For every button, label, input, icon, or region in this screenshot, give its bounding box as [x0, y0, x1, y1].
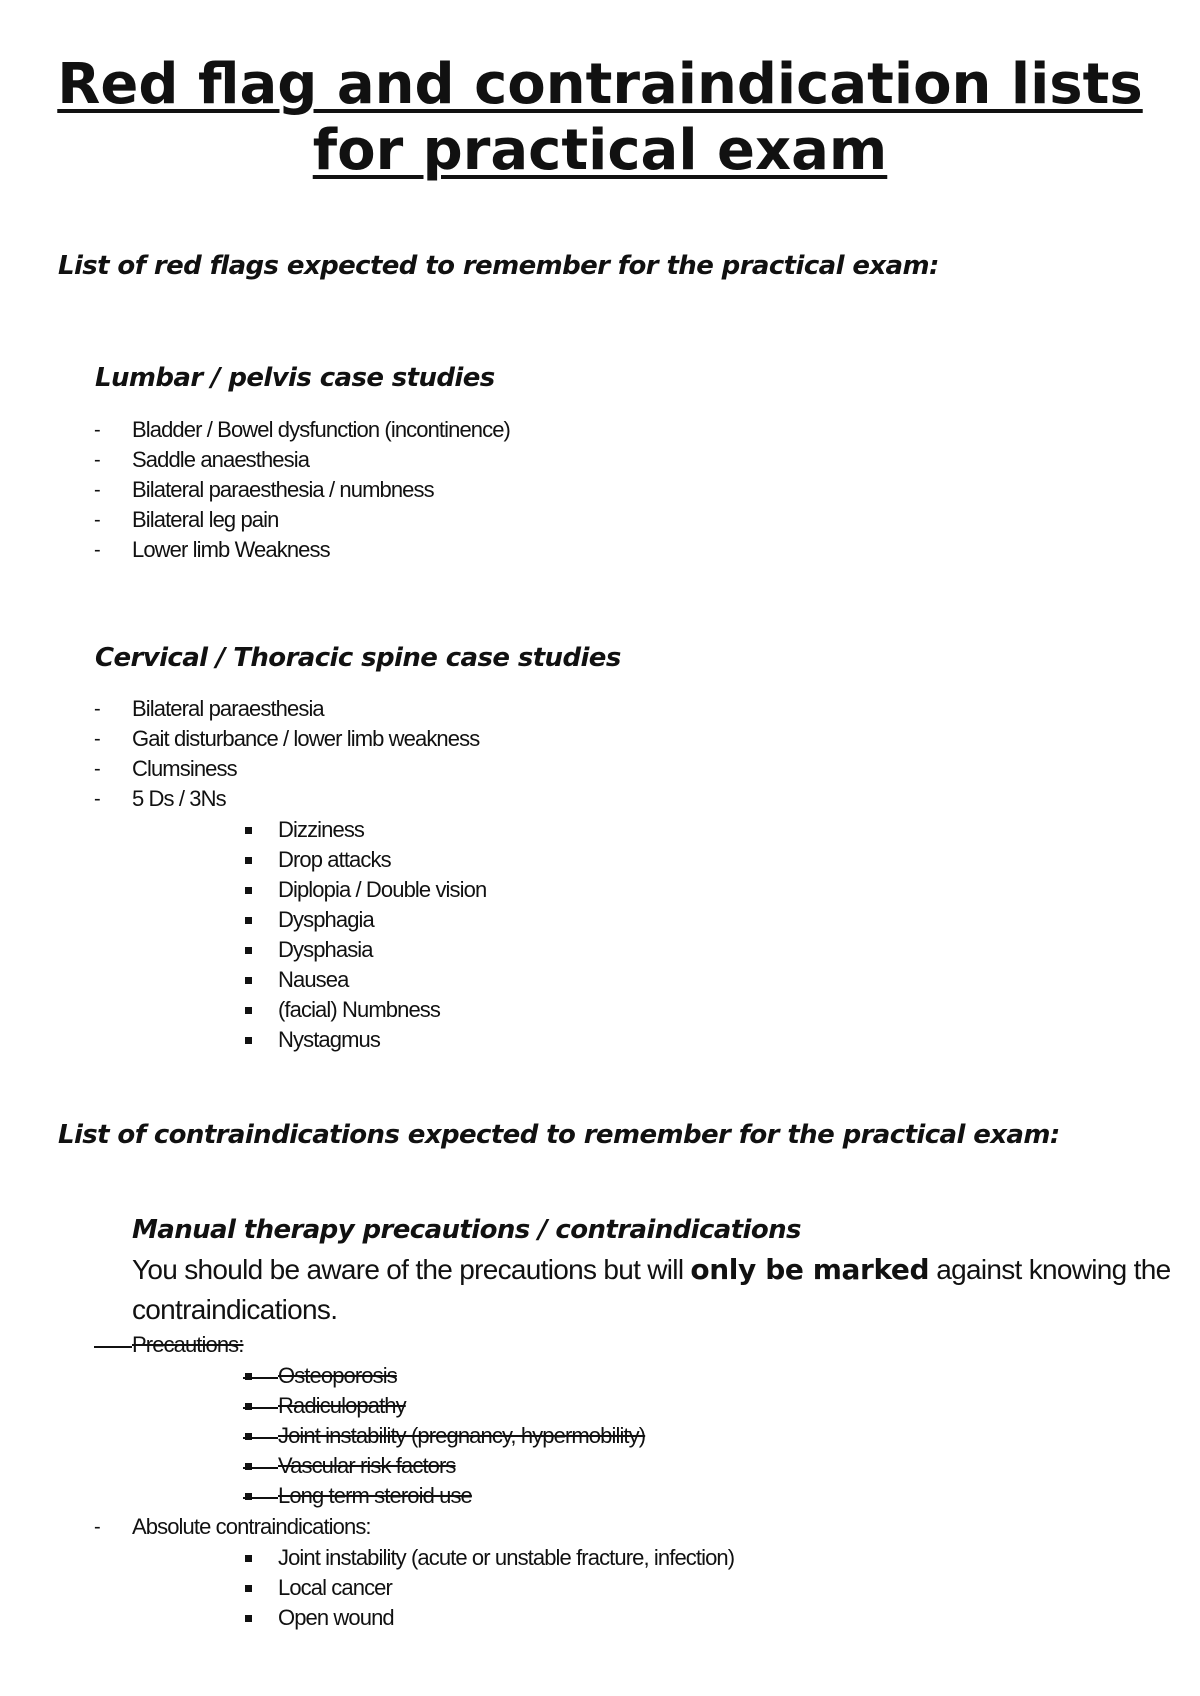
absolute-contraindications-items-list: [243, 1543, 734, 1633]
dash-bullet: -: [94, 1516, 100, 1538]
dash-bullet: -: [94, 758, 100, 780]
list-item: Diplopia / Double vision: [243, 875, 486, 905]
list-item: - Saddle anaesthesia: [94, 445, 510, 475]
list-item: Vascular risk factors: [243, 1451, 645, 1481]
list-item: - 5 Ds / 3Ns: [94, 784, 479, 814]
square-bullet-icon: [245, 827, 252, 834]
five-ds-three-ns-list: [243, 815, 486, 1055]
square-bullet-icon: [245, 947, 252, 954]
square-bullet-icon: [245, 1037, 252, 1044]
list-item: - Bilateral leg pain: [94, 505, 510, 535]
list-item: Dysphagia: [243, 905, 486, 935]
list-item: - Gait disturbance / lower limb weakness: [94, 724, 479, 754]
square-bullet-icon: [245, 1615, 252, 1622]
list-item: (facial) Numbness: [243, 995, 486, 1025]
dash-bullet: -: [94, 479, 100, 501]
list-item: Long term steroid use: [243, 1481, 645, 1511]
document-title-line2: for practical exam: [312, 118, 888, 183]
manual-therapy-heading: Manual therapy precautions / contraindications: [132, 1215, 801, 1245]
list-item: Nausea: [243, 965, 486, 995]
red-flags-heading: List of red flags expected to remember for the practical exam:: [58, 251, 939, 281]
list-item: Local cancer: [243, 1573, 734, 1603]
dash-bullet: -: [94, 698, 100, 720]
square-bullet-icon: [245, 857, 252, 864]
list-item: Drop attacks: [243, 845, 486, 875]
list-item: Osteoporosis: [243, 1361, 645, 1391]
square-bullet-icon: [245, 977, 252, 984]
cervical-heading: Cervical / Thoracic spine case studies: [95, 643, 621, 673]
strikethrough-dash: [94, 1346, 132, 1348]
list-item: [94, 1512, 371, 1542]
cervical-list: [94, 694, 479, 814]
strikethrough-bullet: [243, 1497, 278, 1499]
list-item: Radiculopathy: [243, 1391, 645, 1421]
strikethrough-bullet: [243, 1377, 278, 1379]
list-item: - Bladder / Bowel dysfunction (incontinence): [94, 415, 510, 445]
dash-bullet: -: [94, 509, 100, 531]
precautions-list: [94, 1330, 244, 1360]
list-item: Dizziness: [243, 815, 486, 845]
list-item: Open wound: [243, 1603, 734, 1633]
list-item: - Bilateral paraesthesia / numbness: [94, 475, 510, 505]
dash-bullet: -: [94, 449, 100, 471]
contraindications-heading: List of contraindications expected to remember for the practical exam:: [58, 1120, 1060, 1150]
square-bullet-icon: [245, 1555, 252, 1562]
square-bullet-icon: [245, 887, 252, 894]
lumbar-heading: Lumbar / pelvis case studies: [95, 363, 495, 393]
manual-therapy-note: You should be aware of the precautions but will only be marked against knowing the contraindications.: [132, 1253, 1171, 1325]
strikethrough-bullet: [243, 1407, 278, 1409]
dash-bullet: -: [94, 419, 100, 441]
list-item: Joint instability (pregnancy, hypermobility): [243, 1421, 645, 1451]
list-item: [94, 1330, 244, 1360]
lumbar-list: [94, 415, 510, 565]
dash-bullet: -: [94, 788, 100, 810]
list-item: - Lower limb Weakness: [94, 535, 510, 565]
list-item: - Bilateral paraesthesia: [94, 694, 479, 724]
square-bullet-icon: [245, 1007, 252, 1014]
list-item: Dysphasia: [243, 935, 486, 965]
strikethrough-bullet: [243, 1437, 278, 1439]
precautions-label: Precautions:: [132, 1332, 244, 1357]
list-item: Joint instability (acute or unstable fracture, infection): [243, 1543, 734, 1573]
dash-bullet: -: [94, 539, 100, 561]
list-item: Nystagmus: [243, 1025, 486, 1055]
document-title-line1: Red flag and contraindication lists: [57, 52, 1143, 117]
list-item: - Clumsiness: [94, 754, 479, 784]
absolute-contraindications-list: [94, 1512, 371, 1542]
absolute-contraindications-label: Absolute contraindications:: [132, 1514, 371, 1539]
strikethrough-bullet: [243, 1467, 278, 1469]
square-bullet-icon: [245, 917, 252, 924]
precautions-items-list: [243, 1361, 645, 1511]
dash-bullet: -: [94, 728, 100, 750]
square-bullet-icon: [245, 1585, 252, 1592]
document-title: [40, 52, 1160, 184]
